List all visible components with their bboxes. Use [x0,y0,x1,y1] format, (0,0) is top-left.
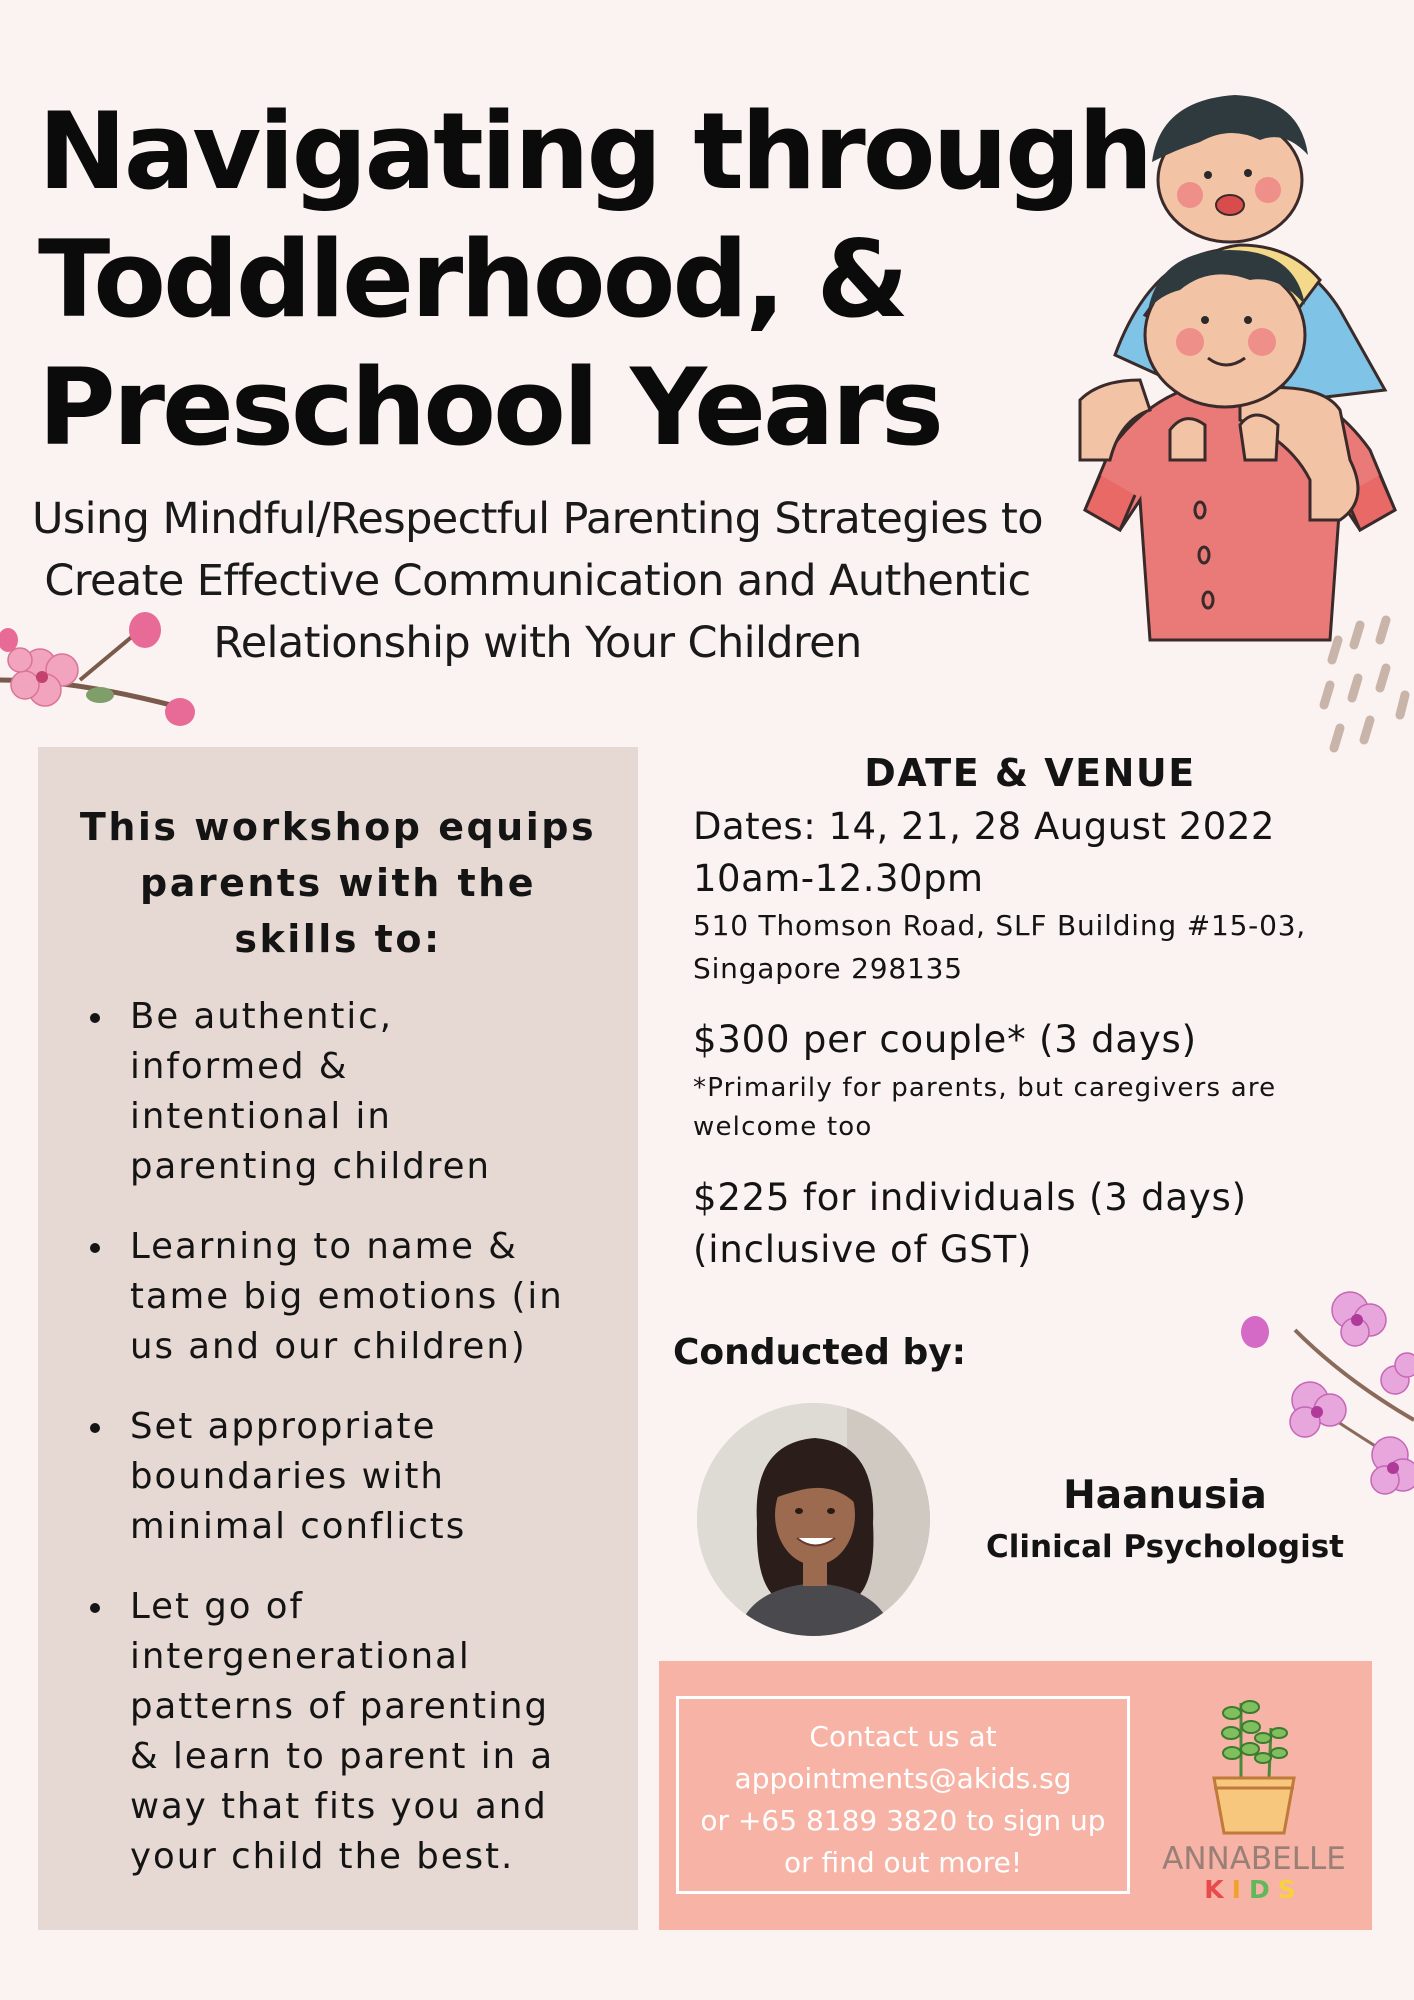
contact-line-1: Contact us at [809,1720,997,1753]
contact-info-box [676,1696,1130,1894]
skill-text: informed & [130,1046,349,1087]
subtitle-line-1: Using Mindful/Respectful Parenting Strategies to [32,494,1043,544]
skill-text: minimal conflicts [130,1506,467,1547]
price-individual-line-2: (inclusive of GST) [693,1228,1033,1271]
event-time: 10am-12.30pm [693,857,984,900]
presenter-name: Haanusia [1063,1473,1267,1518]
title-line-2: Toddlerhood, & [38,218,906,341]
brand-letter: D [1248,1875,1278,1904]
price-individual-line-1: $225 for individuals (3 days) [693,1176,1247,1219]
venue-address [693,904,1306,990]
presenter-role: Clinical Psychologist [986,1529,1344,1565]
skill-text: Be authentic, [130,996,394,1037]
contact-email[interactable]: appointments@akids.sg [734,1762,1072,1795]
skill-text: intentional in [130,1096,392,1137]
skill-text: boundaries with [130,1456,445,1497]
skill-text: patterns of parenting [130,1686,549,1727]
note-line-2: welcome too [693,1112,873,1142]
bullet-icon [90,1603,100,1613]
brand-kids [1149,1876,1359,1904]
brand-letter: S [1277,1875,1304,1904]
skill-text: parenting children [130,1146,491,1187]
conducted-by-label: Conducted by: [673,1332,967,1373]
title-line-1: Navigating through [38,90,1151,213]
cherry-blossom-left [0,600,210,750]
list-item [88,1402,633,1552]
skill-text: Let go of [130,1586,304,1627]
skills-heading-line-2: parents with the [140,861,536,905]
brand-letter: I [1231,1875,1249,1904]
contact-line-4: or find out more! [783,1846,1023,1879]
skill-text: Set appropriate [130,1406,437,1447]
brand-name: ANNABELLE [1162,1841,1346,1877]
dash-decoration [1324,620,1405,748]
skill-text: your child the best. [130,1836,515,1877]
note-line-1: *Primarily for parents, but caregivers are [693,1073,1277,1103]
bullet-icon [90,1423,100,1433]
date-venue-heading: DATE & VENUE [864,751,1196,795]
skill-text: & learn to parent in a [130,1736,555,1777]
bullet-icon [90,1243,100,1253]
potted-plant-logo-icon [1199,1683,1309,1843]
avatar [697,1403,930,1636]
list-item [88,1222,633,1372]
bullet-icon [90,1013,100,1023]
parent-child-illustration [1040,80,1414,800]
skills-heading-line-1: This workshop equips [79,805,597,849]
skills-heading [38,799,638,967]
title-line-3: Preschool Years [38,346,941,469]
skill-text: us and our children) [130,1326,527,1367]
subtitle-line-2: Create Effective Communication and Authentic [44,556,1031,606]
address-line-1: 510 Thomson Road, SLF Building #15-03, [693,909,1307,942]
skill-text: way that fits you and [130,1786,548,1827]
brand-letter: K [1204,1875,1232,1904]
skill-text: tame big emotions (in [130,1276,564,1317]
address-line-2: Singapore 298135 [693,952,963,985]
subtitle-line-3: Relationship with Your Children [213,618,862,668]
price-couple: $300 per couple* (3 days) [693,1018,1197,1061]
presenter-photo [697,1403,930,1636]
skill-text: intergenerational [130,1636,471,1677]
skills-panel [38,747,638,1930]
list-item [88,992,633,1192]
price-couple-note [693,1069,1276,1147]
list-item [88,1582,633,1882]
poster-title [38,88,1151,472]
skills-heading-line-3: skills to: [234,917,442,961]
event-dates: Dates: 14, 21, 28 August 2022 [693,805,1275,848]
contact-banner [659,1661,1372,1930]
price-individual [693,1172,1247,1276]
skills-list [88,992,633,1912]
skill-text: Learning to name & [130,1226,518,1267]
contact-phone[interactable]: or +65 8189 3820 to sign up [700,1804,1106,1837]
